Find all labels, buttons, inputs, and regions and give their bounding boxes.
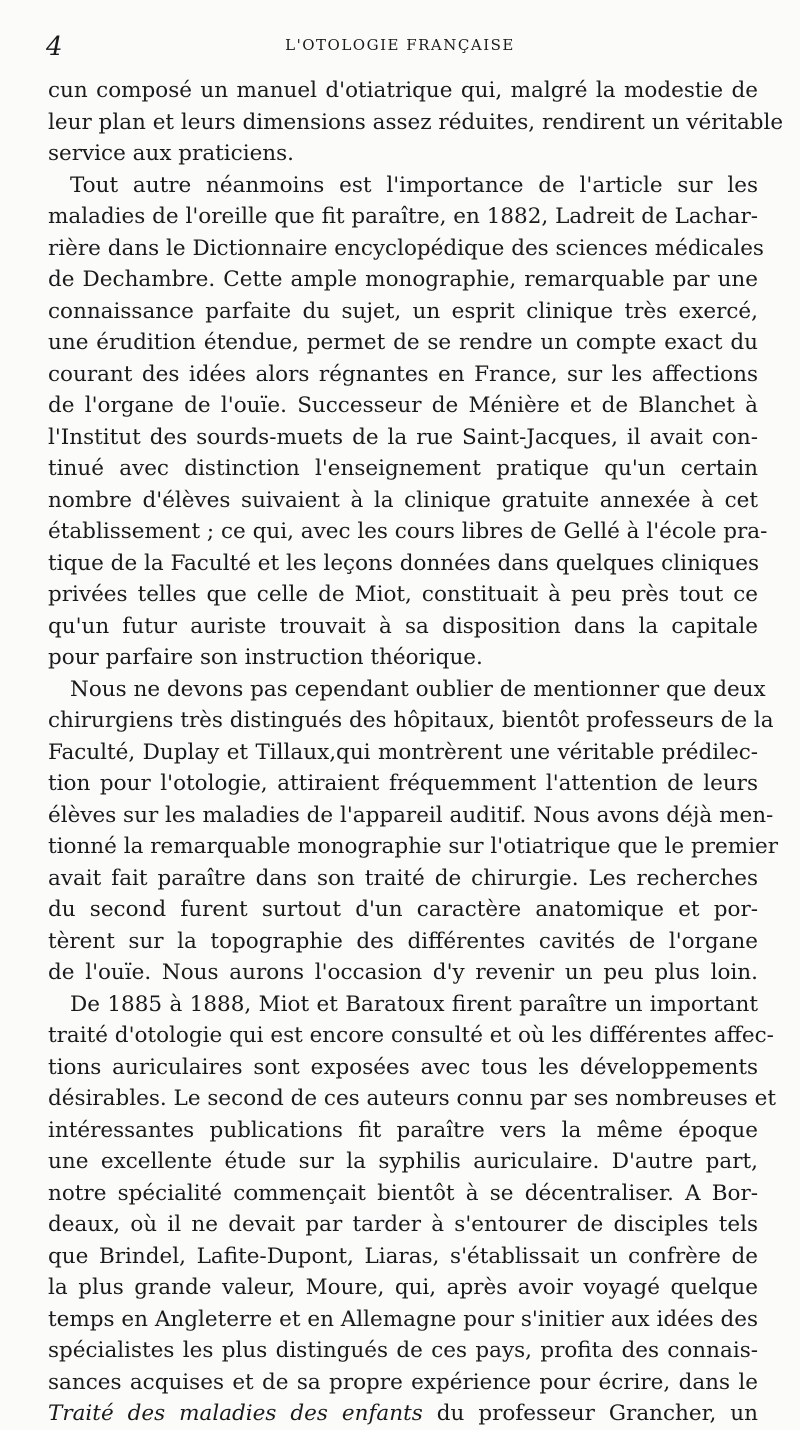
text-line: tinué avec distinction l'enseignement pratique qu'un certain [48,456,758,481]
text-line: Tout autre néanmoins est l'importance de l'article sur les [70,172,758,198]
text-line: Faculté, Duplay et Tillaux,qui montrèrent une véritable prédilec- [48,739,758,765]
text-line: temps en Angleterre et en Allemagne pour s'initier aux idées des [48,1306,758,1332]
text-line: tions auriculaires sont exposées avec tous les développements [48,1054,758,1080]
text-line: courant des idées alors régnantes en France, sur les affections [48,361,758,387]
text-line: du second furent surtout d'un caractère anatomique et por- [48,897,758,922]
text-line: deaux, où il ne devait par tarder à s'entourer de disciples tels [48,1212,758,1237]
text-line: tique de la Faculté et les leçons données dans quelques cliniques [48,550,760,576]
text-line: nombre d'élèves suivaient à la clinique gratuite annexée à cet [48,487,758,513]
body-text [48,75,784,1430]
book-title: Traité des maladies des enfants [48,1401,423,1426]
text-line: rière dans le Dictionnaire encyclopédique des sciences médicales [48,235,764,261]
text-line: tèrent sur la topographie des différentes cavités de l'organe [48,928,758,954]
text-line: la plus grande valeur, Moure, qui, après avoir voyagé quelque [48,1275,758,1300]
text-line: intéressantes publications fit paraître vers la même époque [48,1117,758,1143]
text-line: maladies de l'oreille que fit paraître, en 1882, Ladreit de Lachar- [48,204,758,229]
text-line: désirables. Le second de ces auteurs connu par ses nombreuses et [48,1086,777,1111]
text-line: pour parfaire son instruction théorique. [48,645,483,670]
running-head: L'OTOLOGIE FRANÇAISE [285,36,515,54]
text-line: tion pour l'otologie, attiraient fréquemment l'attention de leurs [48,771,758,796]
text-line: qu'un futur auriste trouvait à sa disposition dans la capitale [48,613,758,639]
text-line: Nous ne devons pas cependant oublier de mentionner que deux [70,676,766,702]
text-line: leur plan et leurs dimensions assez réduites, rendirent un véritable [48,109,784,135]
text-line: cun composé un manuel d'otiatrique qui, malgré la modestie de [48,78,758,103]
text-line [48,1398,758,1430]
text-line: traité d'otologie qui est encore consulté et où les différentes affec- [48,1023,774,1048]
text-line: une érudition étendue, permet de se rendre un compte exact du [48,330,758,355]
text-line: de l'ouïe. Nous aurons l'occasion d'y revenir un peu plus loin. [48,960,758,985]
text-line: élèves sur les maladies de l'appareil auditif. Nous avons déjà men- [48,802,774,828]
text-line: l'Institut des sourds-muets de la rue Saint-Jacques, il avait con- [48,424,758,450]
text-line: que Brindel, Lafite-Dupont, Liaras, s'établissait un confrère de [48,1243,758,1269]
text-line: privées telles que celle de Miot, constituait à peu près tout ce [48,582,758,607]
text-line: établissement ; ce qui, avec les cours libres de Gellé à l'école pra- [48,519,768,544]
page-header [46,32,754,60]
page-number: 4 [46,32,63,62]
text-line: connaissance parfaite du sujet, un esprit clinique très exercé, [48,298,758,324]
text-line: chirurgiens très distingués des hôpitaux, bientôt professeurs de la [48,708,774,733]
text-line: de l'organe de l'ouïe. Successeur de Ménière et de Blanchet à [48,393,758,418]
text-line: service aux praticiens. [48,141,295,166]
text-line: tionné la remarquable monographie sur l'otiatrique que le premier [48,834,779,859]
text-line: De 1885 à 1888, Miot et Baratoux firent paraître un important [70,991,758,1017]
text-line: une excellente étude sur la syphilis auriculaire. D'autre part, [48,1149,758,1174]
text-line: avait fait paraître dans son traité de chirurgie. Les recherches [48,865,758,891]
text-fragment: du professeur Grancher, un [422,1401,759,1426]
text-line: de Dechambre. Cette ample monographie, remarquable par une [48,267,758,292]
text-line: spécialistes les plus distingués de ces pays, profita des connais- [48,1338,758,1363]
text-line: notre spécialité commençait bientôt à se décentraliser. A Bor- [48,1180,758,1206]
text-line: sances acquises et de sa propre expérience pour écrire, dans le [48,1369,758,1395]
